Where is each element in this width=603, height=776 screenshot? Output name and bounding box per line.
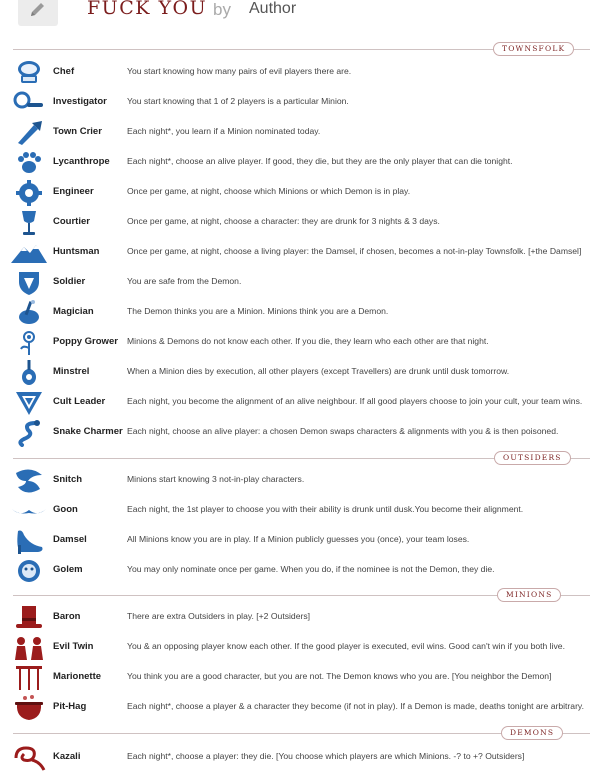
role-ability: Once per game, at night, choose which Minions or which Demon is in play. xyxy=(127,186,411,196)
role-name: Minstrel xyxy=(53,366,90,377)
role-name: Lycanthrope xyxy=(53,156,110,167)
role-name: Goon xyxy=(53,504,78,515)
role-row-engineer xyxy=(0,179,603,207)
role-name: Baron xyxy=(53,611,81,622)
role-row-golem xyxy=(0,557,603,585)
outsiders-divider xyxy=(13,451,590,465)
role-ability: You start knowing that 1 of 2 players is a particular Minion. xyxy=(127,96,349,106)
role-row-cult-leader xyxy=(0,389,603,417)
role-ability: Minions start knowing 3 not-in-play characters. xyxy=(127,474,305,484)
role-name: Soldier xyxy=(53,276,86,287)
role-ability: You start knowing how many pairs of evil players there are. xyxy=(127,66,352,76)
role-row-damsel xyxy=(0,527,603,555)
role-name: Evil Twin xyxy=(53,641,94,652)
role-row-snake-charmer xyxy=(0,419,603,447)
role-ability: Each night*, choose an alive player. If good, they die, but they are the only player that can die tonight. xyxy=(127,156,513,166)
role-name: Kazali xyxy=(53,751,81,762)
lute-icon xyxy=(10,359,48,387)
role-row-courtier xyxy=(0,209,603,237)
role-name: Investigator xyxy=(53,96,107,107)
gear-icon xyxy=(10,179,48,207)
role-name: Town Crier xyxy=(53,126,102,137)
script-title: FUCK YOU xyxy=(87,0,208,19)
role-ability: Minions & Demons do not know each other. If you die, they learn who each other are that night. xyxy=(127,336,489,346)
shield-icon xyxy=(10,269,48,297)
role-row-investigator xyxy=(0,89,603,117)
role-ability: Each night, you become the alignment of an alive neighbour. If all good players choose to join your cult, your team wins. xyxy=(127,396,583,406)
minions-divider xyxy=(13,588,590,602)
role-name: Chef xyxy=(53,66,75,77)
role-row-baron xyxy=(0,604,603,632)
snitch-icon xyxy=(10,467,48,495)
role-ability: You are safe from the Demon. xyxy=(127,276,242,286)
role-ability: Once per game, at night, choose a character: they are drunk for 3 nights & 3 days. xyxy=(127,216,440,226)
role-name: Poppy Grower xyxy=(53,336,118,347)
role-ability: You think you are a good character, but you are not. The Demon knows who you are. [You neighbor the Demon] xyxy=(127,671,552,681)
townsfolk-divider xyxy=(13,42,590,56)
flower-icon xyxy=(10,329,48,357)
author-name: Author xyxy=(249,0,297,17)
horn-icon xyxy=(10,119,48,147)
role-ability: Each night, choose an alive player: a chosen Demon swaps characters & alignments with you & is then poisoned. xyxy=(127,426,559,436)
role-row-goon xyxy=(0,497,603,525)
role-ability: Each night, the 1st player to choose you with their ability is drunk until dusk.You become their alignment. xyxy=(127,504,524,514)
role-name: Magician xyxy=(53,306,94,317)
by-label: by xyxy=(213,0,231,19)
role-row-evil-twin xyxy=(0,634,603,662)
role-name: Snitch xyxy=(53,474,83,485)
role-name: Snake Charmer xyxy=(53,426,123,437)
minions-heading: MINIONS xyxy=(497,588,561,602)
edit-button[interactable] xyxy=(18,0,58,26)
role-ability: You & an opposing player know each other. If the good player is executed, evil wins. Good can't win if you both live. xyxy=(127,641,565,651)
role-name: Marionette xyxy=(53,671,102,682)
chef-hat-icon xyxy=(10,59,48,87)
role-row-chef xyxy=(0,59,603,87)
marionette-icon xyxy=(10,664,48,692)
role-ability: Each night*, choose a player: they die. [You choose which players are which Minions. -? to +? Outsiders] xyxy=(127,751,525,761)
header xyxy=(0,0,603,34)
kazali-icon xyxy=(10,744,48,772)
role-name: Courtier xyxy=(53,216,90,227)
top-hat-icon xyxy=(10,604,48,632)
role-name: Damsel xyxy=(53,534,87,545)
role-name: Golem xyxy=(53,564,83,575)
role-ability: The Demon thinks you are a Minion. Minions think you are a Demon. xyxy=(127,306,389,316)
role-name: Pit-Hag xyxy=(53,701,87,712)
mountain-icon xyxy=(10,239,48,267)
role-row-snitch xyxy=(0,467,603,495)
cauldron-icon xyxy=(10,694,48,722)
townsfolk-heading: TOWNSFOLK xyxy=(493,42,574,56)
role-row-magician xyxy=(0,299,603,327)
goblet-icon xyxy=(10,209,48,237)
pencil-icon xyxy=(28,0,48,20)
role-row-soldier xyxy=(0,269,603,297)
role-ability: There are extra Outsiders in play. [+2 Outsiders] xyxy=(127,611,311,621)
role-name: Huntsman xyxy=(53,246,100,257)
triangle-icon xyxy=(10,389,48,417)
wand-icon xyxy=(10,299,48,327)
role-name: Cult Leader xyxy=(53,396,106,407)
slipper-icon xyxy=(10,527,48,555)
role-row-poppy-grower xyxy=(0,329,603,357)
role-ability: You may only nominate once per game. When you do, if the nominee is not the Demon, they die. xyxy=(127,564,495,574)
role-row-minstrel xyxy=(0,359,603,387)
role-name: Engineer xyxy=(53,186,94,197)
demons-heading: DEMONS xyxy=(501,726,563,740)
outsiders-heading: OUTSIDERS xyxy=(494,451,571,465)
role-row-town-crier xyxy=(0,119,603,147)
role-row-kazali xyxy=(0,744,603,772)
snake-icon xyxy=(10,419,48,447)
role-ability: Each night*, choose a player & a character they become (if not in play). If a Demon is made, deaths tonight are arbitrary. xyxy=(127,701,584,711)
role-row-marionette xyxy=(0,664,603,692)
role-row-lycanthrope xyxy=(0,149,603,177)
moustache-icon xyxy=(10,497,48,525)
role-row-huntsman xyxy=(0,239,603,267)
role-ability: When a Minion dies by execution, all other players (except Travellers) are drunk until dusk tomorrow. xyxy=(127,366,510,376)
role-ability: All Minions know you are in play. If a Minion publicly guesses you (once), your team loses. xyxy=(127,534,470,544)
golem-icon xyxy=(10,557,48,585)
demons-divider xyxy=(13,726,590,740)
magnifying-glass-icon xyxy=(10,89,48,117)
twins-icon xyxy=(10,634,48,662)
role-ability: Each night*, you learn if a Minion nominated today. xyxy=(127,126,321,136)
paw-icon xyxy=(10,149,48,177)
role-ability: Once per game, at night, choose a living player: the Damsel, if chosen, becomes a not-in-play Townsfolk. [+the Damsel] xyxy=(127,246,582,256)
role-row-pit-hag xyxy=(0,694,603,722)
